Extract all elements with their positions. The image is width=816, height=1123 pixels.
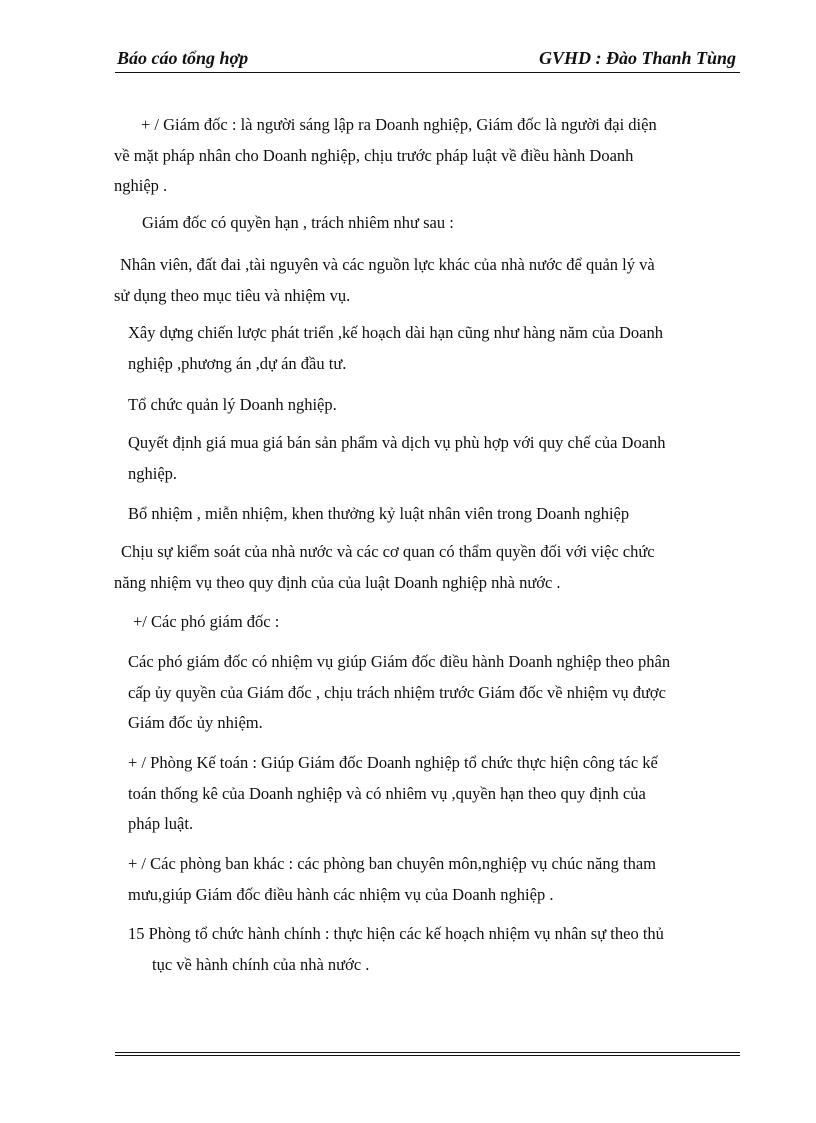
header-supervisor: GVHD : Đào Thanh Tùng — [538, 48, 736, 68]
footer-rule-bottom — [115, 1055, 740, 1056]
text-line: mưu,giúp Giám đốc điều hành các nhiệm vụ của Doanh nghiệp . — [128, 884, 554, 904]
text-line: Quyết định giá mua giá bán sản phẩm và dịch vụ phù hợp với quy chế của Doanh — [128, 433, 666, 452]
text-line: sử dụng theo mục tiêu và nhiệm vụ. — [114, 285, 351, 305]
paragraph-quyen-han — [142, 208, 740, 239]
text-line: tục về hành chính của nhà nước . — [152, 954, 370, 974]
paragraph-quyet-dinh — [128, 428, 740, 489]
paragraph-giam-doc — [114, 110, 739, 202]
text-line: + / Phòng Kế toán : Giúp Giám đốc Doanh nghiệp tổ chức thực hiện công tác kế — [128, 753, 658, 772]
header-rule — [115, 72, 740, 73]
text-line: nghiệp ,phương án ,dự án đầu tư. — [128, 353, 347, 373]
text-line: nghiệp. — [128, 463, 178, 483]
text-line: Xây dựng chiến lược phát triển ,kế hoạch dài hạn cũng như hàng năm của Doanh — [128, 323, 663, 342]
text-line: +/ Các phó giám đốc : — [133, 612, 280, 631]
text-line: Các phó giám đốc có nhiệm vụ giúp Giám đốc điều hành Doanh nghiệp theo phân — [128, 652, 671, 671]
paragraph-ke-toan — [128, 748, 740, 840]
footer-rule-top — [115, 1052, 740, 1053]
paragraph-to-chuc — [128, 390, 740, 421]
text-line: cấp ủy quyền của Giám đốc , chịu trách nhiệm trước Giám đốc về nhiệm vụ được — [128, 682, 666, 702]
paragraph-pho-giam-doc — [128, 647, 740, 739]
text-line: Nhân viên, đất đai ,tài nguyên và các nguồn lực khác của nhà nước để quản lý và — [120, 255, 655, 274]
text-line: về mặt pháp nhân cho Doanh nghiệp, chịu trước pháp luật về điều hành Doanh — [114, 145, 634, 165]
header-title: Báo cáo tổng hợp — [117, 48, 249, 68]
text-line: 15 Phòng tổ chức hành chính : thực hiện các kế hoạch nhiệm vụ nhân sự theo thủ — [128, 924, 664, 943]
paragraph-phong-ban-khac — [128, 849, 740, 910]
page-header — [115, 48, 740, 70]
paragraph-chien-luoc — [128, 318, 740, 379]
text-line: Chịu sự kiểm soát của nhà nước và các cơ quan có thẩm quyền đối với việc chức — [121, 542, 655, 561]
text-line: nghiệp . — [114, 176, 168, 195]
paragraph-bo-nhiem — [128, 499, 740, 530]
text-line: pháp luật. — [128, 814, 194, 833]
paragraph-pho-giam-doc-heading — [133, 607, 740, 638]
text-line: Giám đốc ủy nhiệm. — [128, 713, 263, 732]
text-line: Bổ nhiệm , miễn nhiệm, khen thưởng kỷ luật nhân viên trong Doanh nghiệp — [128, 504, 630, 523]
text-line: toán thống kê của Doanh nghiệp và có nhiêm vụ ,quyền hạn theo quy định của — [128, 783, 646, 803]
paragraph-hanh-chinh — [128, 919, 740, 980]
paragraph-nhan-vien — [114, 250, 740, 311]
text-line: + / Các phòng ban khác : các phòng ban chuyên môn,nghiệp vụ chúc năng tham — [128, 854, 656, 873]
text-line: Tổ chức quản lý Doanh nghiệp. — [128, 395, 337, 414]
text-line: + / Giám đốc : là người sáng lập ra Doanh nghiệp, Giám đốc là người đại diện — [141, 115, 657, 134]
paragraph-kiem-soat — [114, 537, 740, 598]
text-line: năng nhiệm vụ theo quy định của của luật Doanh nghiệp nhà nước . — [114, 572, 561, 592]
text-line: Giám đốc có quyền hạn , trách nhiêm như sau : — [142, 213, 454, 232]
